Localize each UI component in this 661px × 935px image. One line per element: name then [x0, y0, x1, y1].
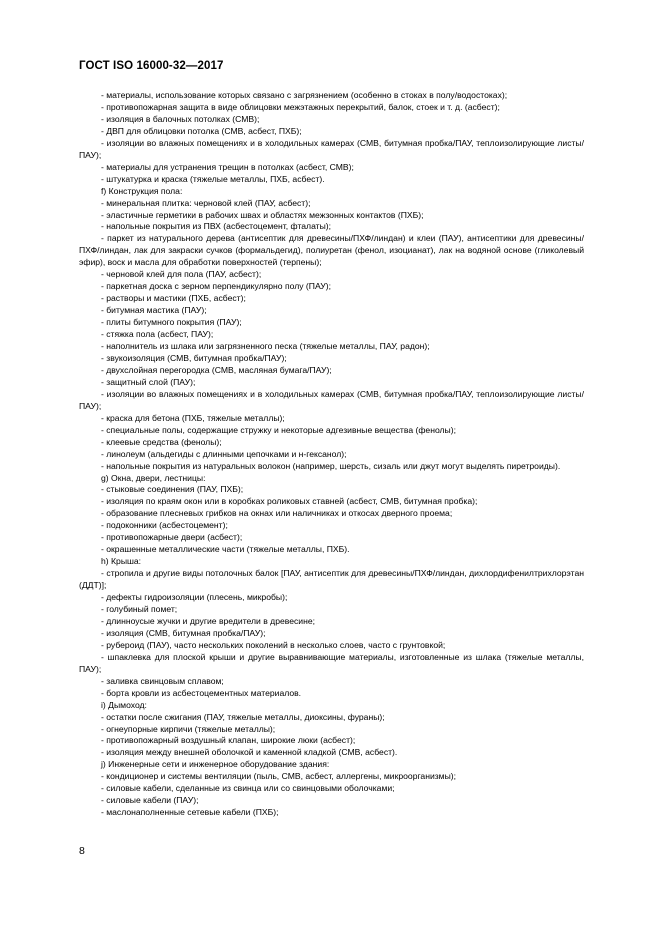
list-item: - изоляции во влажных помещениях и в холодильных камерах (СМВ, битумная пробка/ПАУ, теплоизолирующие листы/ПАУ);	[79, 388, 584, 411]
list-item: - изоляция по краям окон или в коробках роликовых ставней (асбест, СМВ, битумная пробка);	[101, 496, 478, 507]
page-header-title: ГОСТ ISO 16000-32—2017	[79, 60, 224, 72]
section-heading: j) Инженерные сети и инженерное оборудование здания:	[101, 759, 330, 770]
section-heading: g) Окна, двери, лестницы:	[101, 472, 206, 483]
list-item: - напольные покрытия из натуральных волокон (например, шерсть, сизаль или джут могут выделять пиретроиды).	[101, 460, 561, 471]
list-item: - маслонаполненные сетевые кабели (ПХБ);	[101, 807, 279, 818]
list-item: - звукоизоляция (СМВ, битумная пробка/ПАУ);	[101, 352, 287, 363]
list-item: - линолеум (альдегиды с длинными цепочками и н-гексанол);	[101, 448, 347, 459]
list-item: - голубиный помет;	[101, 603, 178, 614]
list-item: - черновой клей для пола (ПАУ, асбест);	[101, 269, 262, 280]
list-item: - длинноусые жучки и другие вредители в древесине;	[101, 615, 316, 626]
list-item: - минеральная плитка: черновой клей (ПАУ, асбест);	[101, 197, 311, 208]
list-item: - стыковые соединения (ПАУ, ПХБ);	[101, 484, 244, 495]
section-heading: f) Конструкция пола:	[101, 185, 183, 196]
list-item: - противопожарный воздушный клапан, широкие люки (асбест);	[101, 735, 356, 746]
list-item: - битумная мастика (ПАУ);	[101, 305, 207, 316]
list-item: - дефекты гидроизоляции (плесень, микробы);	[101, 592, 288, 603]
list-item: - материалы для устранения трещин в потолках (асбест, СМВ);	[101, 161, 354, 172]
list-item: - ДВП для облицовки потолка (СМВ, асбест, ПХБ);	[101, 125, 302, 136]
list-item: - шпаклевка для плоской крыши и другие выравнивающие материалы, изготовленные из шлака (тяжелые металлы, ПАУ);	[79, 651, 584, 674]
list-item: - клеевые средства (фенолы);	[101, 436, 222, 447]
list-item: - наполнитель из шлака или загрязненного песка (тяжелые металлы, ПАУ, радон);	[101, 341, 430, 352]
list-item: - образование плесневых грибков на окнах или наличниках и откосах дверного проема;	[101, 508, 453, 519]
list-item: - стропила и другие виды потолочных балок [ПАУ, антисептик для древесины/ПХФ/линдан, дихлордифенилтрихлорэтан (ДДТ)];	[79, 568, 584, 591]
list-item: - изоляция в балочных потолках (СМВ);	[101, 113, 260, 124]
list-item: - борта кровли из асбестоцементных материалов.	[101, 687, 302, 698]
list-item: - штукатурка и краска (тяжелые металлы, ПХБ, асбест).	[101, 173, 325, 184]
list-item: - краска для бетона (ПХБ, тяжелые металлы);	[101, 412, 285, 423]
list-item: - напольные покрытия из ПВХ (асбестоцемент, фталаты);	[101, 221, 332, 232]
list-item: - кондиционер и системы вентиляции (пыль, СМВ, асбест, аллергены, микроорганизмы);	[101, 771, 457, 782]
list-item: - заливка свинцовым сплавом;	[101, 675, 224, 686]
list-item: - эластичные герметики в рабочих швах и областях межзонных контактов (ПХБ);	[101, 209, 424, 220]
list-item: - изоляция между внешней оболочкой и каменной кладкой (СМВ, асбест).	[101, 747, 398, 758]
document-body	[79, 90, 584, 819]
list-item: - специальные полы, содержащие стружку и некоторые адгезивные вещества (фенолы);	[101, 424, 456, 435]
list-item: - изоляции во влажных помещениях и в холодильных камерах (СМВ, битумная пробка/ПАУ, теплоизолирующие листы/ПАУ);	[79, 137, 584, 160]
list-item: - изоляция (СМВ, битумная пробка/ПАУ);	[101, 627, 266, 638]
list-item: - противопожарные двери (асбест);	[101, 532, 243, 543]
list-item: - силовые кабели (ПАУ);	[101, 795, 199, 806]
list-item: - огнеупорные кирпичи (тяжелые металлы);	[101, 723, 276, 734]
list-item: - силовые кабели, сделанные из свинца или со свинцовыми оболочками;	[101, 783, 395, 794]
list-item: - стяжка пола (асбест, ПАУ);	[101, 329, 214, 340]
section-heading: i) Дымоход:	[101, 699, 147, 710]
list-item: - двухслойная перегородка (СМВ, масляная бумага/ПАУ);	[101, 364, 332, 375]
list-item: - материалы, использование которых связано с загрязнением (особенно в стоках в полу/водостоках);	[101, 90, 508, 100]
list-item: - окрашенные металлические части (тяжелые металлы, ПХБ).	[101, 544, 350, 555]
list-item: - плиты битумного покрытия (ПАУ);	[101, 317, 242, 328]
list-item: - растворы и мастики (ПХБ, асбест);	[101, 293, 246, 304]
list-item: - паркетная доска с зерном перпендикулярно полу (ПАУ);	[101, 281, 332, 292]
list-item: - защитный слой (ПАУ);	[101, 376, 196, 387]
list-item: - рубероид (ПАУ), часто нескольких поколений в несколько слоев, часто с грунтовкой;	[101, 639, 446, 650]
page-number: 8	[79, 845, 85, 857]
list-item: - остатки после сжигания (ПАУ, тяжелые металлы, диоксины, фураны);	[101, 711, 385, 722]
list-item: - паркет из натурального дерева (антисептик для древесины/ПХФ/линдан) и клеи (ПАУ), антисептики для древесины/ПХФ/линдан, лак для закраски сучков (формальдегид), полиуретан (фенол, изоцианат), лак на водяной основе (гликолевый эфир), воск и масла для обработки поверхностей (терпены);	[79, 233, 584, 268]
list-item: - подоконники (асбестоцемент);	[101, 520, 228, 531]
list-item: - противопожарная защита в виде облицовки межэтажных перекрытий, балок, стоек и т. д. (асбест);	[101, 101, 500, 112]
section-heading: h) Крыша:	[101, 556, 142, 567]
